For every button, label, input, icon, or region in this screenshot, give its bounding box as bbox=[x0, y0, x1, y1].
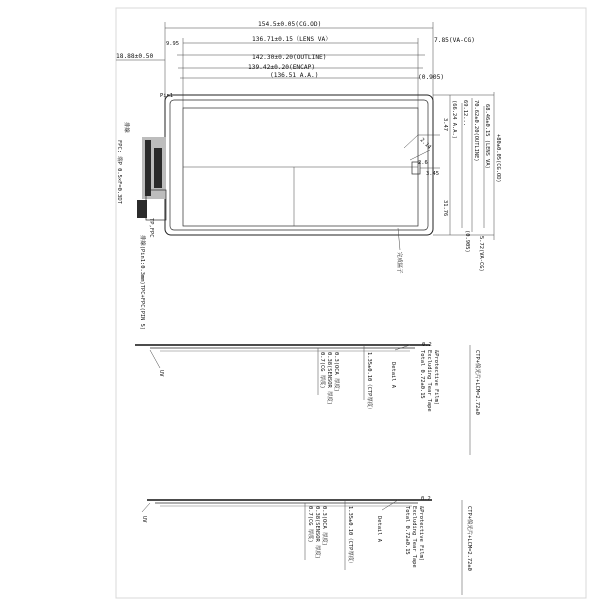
side1-label-excluding: Excluding Tear Tape bbox=[426, 350, 432, 412]
side1-label-total: Total 0.72±0.15 bbox=[419, 350, 425, 399]
dim-0905-bottom: (0.905) bbox=[464, 230, 470, 253]
side2-label-ctp-stack: CTP+偏光片+LCM=2.72±0 bbox=[466, 506, 472, 571]
side1-label-02: 0.2 bbox=[422, 342, 432, 348]
marker-diag-1 bbox=[404, 135, 418, 148]
fpc-strip-2 bbox=[154, 148, 162, 188]
side2-uv-leader bbox=[142, 503, 150, 512]
dim-outline: 142.30±0.20(OUTLINE) bbox=[252, 54, 327, 61]
dim-lens-va: 136.71±0.15（LENS VA） bbox=[252, 36, 332, 43]
side1-uv-leader bbox=[150, 350, 160, 368]
dim-height-lens-va: 68.46±0.15 (LENS VA) bbox=[484, 104, 490, 169]
dim-aa: (136.51 A.A.) bbox=[270, 72, 319, 79]
dim-2-14: 2.14 bbox=[418, 137, 433, 151]
cover-glass-outline bbox=[165, 95, 433, 235]
side1-label-oca: 0.3(OCA 厚度) bbox=[333, 352, 339, 392]
fpc-strip-1 bbox=[145, 140, 151, 196]
fpc-connector bbox=[137, 137, 166, 220]
side1-label-ctp-stack: CTP+偏光片+LCM=2.72±0 bbox=[474, 350, 480, 415]
dim-overall-width: 154.5±0.05(CG.OD) bbox=[258, 21, 322, 28]
side1-label-detail: Detail A bbox=[390, 362, 396, 388]
leader-cg-note bbox=[398, 228, 400, 250]
dim-0905-top: (0.905) bbox=[418, 74, 445, 81]
side2-label-oca: 0.3(OCA 厚度) bbox=[321, 506, 327, 546]
label-pin1: Pin1 bbox=[160, 93, 173, 99]
dim-3-47: 3.47 bbox=[442, 118, 448, 131]
label-cg-note: 完成區子 bbox=[396, 252, 402, 274]
dim-height-aa: (66.24 A.A.) bbox=[451, 100, 457, 139]
dim-left-offset: 9.95 bbox=[166, 41, 179, 47]
side1-label-protective: &Protective Film) bbox=[433, 350, 439, 406]
side2-leader-detail bbox=[382, 500, 398, 510]
side-view-2 bbox=[141, 496, 474, 595]
dim-3-45: 3.45 bbox=[426, 171, 439, 177]
dim-va-cg-bottom: 5.72(VA-CG) bbox=[478, 236, 484, 272]
side2-label-cg: 0.7(CG 厚度) bbox=[307, 506, 313, 543]
side2-label-ctp: 1.35±0.10（CTP厚度） bbox=[347, 506, 353, 567]
label-cover-tape: TP,FPC bbox=[148, 218, 154, 238]
dim-encap: 139.42±0.20(ENCAP) bbox=[248, 64, 316, 71]
side-view-1 bbox=[135, 342, 482, 455]
top-view bbox=[116, 21, 501, 330]
side2-label-excluding: Excluding Tear Tape bbox=[411, 506, 417, 568]
side2-label-02: 0.2 bbox=[421, 496, 431, 502]
side2-label-sensor: 0.38(SENSOR 厚度) bbox=[314, 506, 320, 559]
dim-height-outline: 70.62±0.20(OUTLINE) bbox=[473, 100, 479, 162]
side1-label-ctp: 1.35±0.10（CTP厚度） bbox=[366, 352, 372, 413]
marker-diag-2 bbox=[410, 150, 430, 160]
side2-label-uv: UV bbox=[141, 516, 147, 523]
side2-label-detail: Detail A bbox=[376, 516, 382, 542]
dim-height-cgod: +80±0.05(CG.OD) bbox=[495, 134, 501, 183]
side1-label-cg: 0.7(CG 厚度) bbox=[319, 352, 325, 389]
fpc-tail bbox=[137, 200, 147, 218]
outline-border bbox=[170, 100, 428, 230]
side2-label-total: Total 0.72±0.15 bbox=[404, 506, 410, 555]
dim-31-76: 31.76 bbox=[442, 200, 448, 217]
dim-va-cg-right: 7.85(VA-CG) bbox=[434, 37, 475, 44]
label-fpc-pitch: FPC: 端P 0.5×F=0.3DT bbox=[116, 140, 122, 204]
side1-label-sensor: 0.38(SENSOR 厚度) bbox=[326, 352, 332, 405]
side2-label-protective: &Protective Film) bbox=[418, 506, 424, 562]
dim-fpc-offset: 18.88±0.50 bbox=[116, 53, 154, 60]
label-fpc-spec: 排線 bbox=[123, 122, 129, 133]
dim-2-6: 2.6 bbox=[418, 160, 428, 166]
dim-height-encap: 69.12... bbox=[462, 100, 468, 126]
side1-label-uv: UV bbox=[158, 370, 164, 377]
label-fpc-note: 排線(Pin1:0.3mm)TPC+FPC(PIN 5) bbox=[139, 235, 145, 331]
